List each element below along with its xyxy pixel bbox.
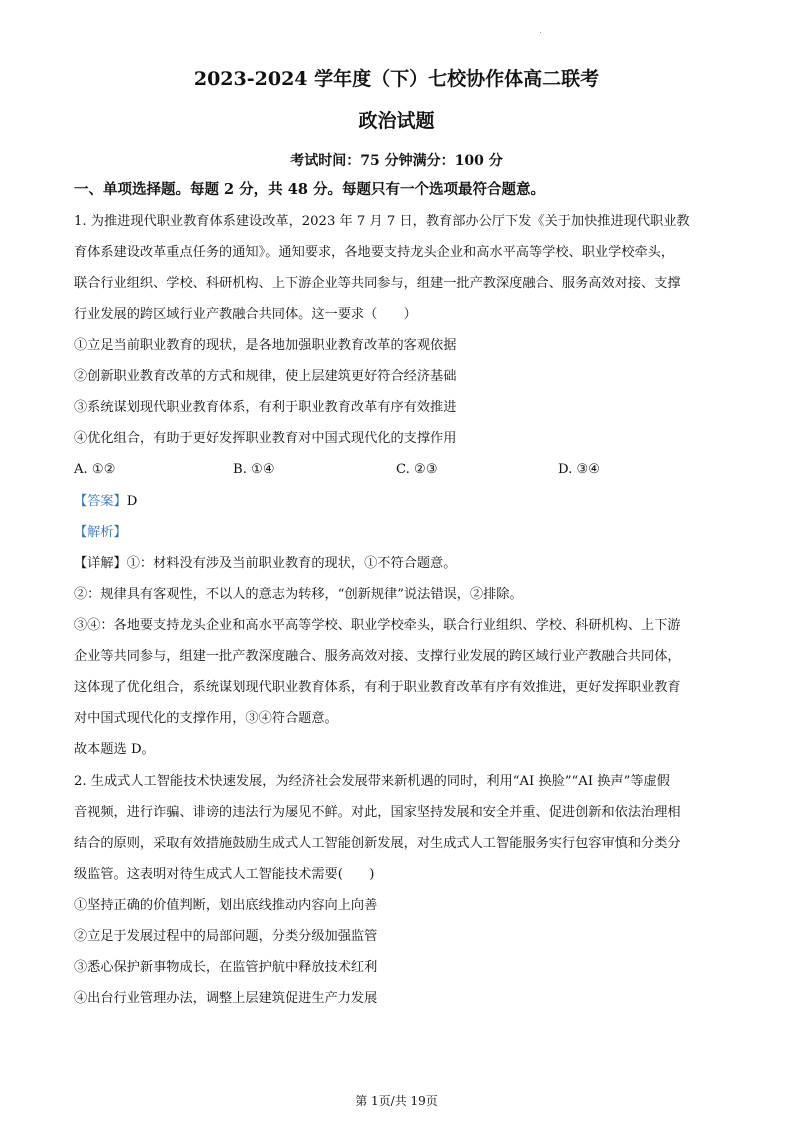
q1-option-a: A. ①②	[74, 462, 116, 477]
q1-option-b: B. ①④	[233, 462, 275, 477]
answer-value: D	[126, 494, 138, 509]
q1-stem-line: 1. 为推进现代职业教育体系建设改革，2023 年 7 月 7 日，教育部办公厅下发《关于加快推进现代职业教	[74, 214, 690, 229]
q1-detail-line: 【详解】①：材料没有涉及当前职业教育的现状，①不符合题意。	[74, 556, 457, 571]
q1-option-d: D. ③④	[558, 462, 601, 477]
q1-statement: ①立足当前职业教育的现状，是各地加强职业教育改革的客观依据	[74, 338, 457, 353]
answer-label: 【答案】	[74, 494, 127, 509]
q1-detail-line: 这体现了优化组合，系统谋划现代职业教育体系，有利于职业教育改革有序有效推进，更好发挥职业教育	[74, 680, 681, 695]
subject-title: 政治试题	[358, 110, 435, 132]
q2-statement: ②立足于发展过程中的局部问题，分类分级加强监管	[74, 929, 378, 944]
q2-statement: ③悉心保护新事物成长，在监管护航中释放技术红利	[74, 960, 378, 975]
q1-detail-line: 对中国式现代化的支撑作用，③④符合题意。	[74, 711, 338, 726]
section-heading: 一、单项选择题。每题 2 分，共 48 分。每题只有一个选项最符合题意。	[74, 181, 545, 198]
q1-statement: ③系统谋划现代职业教育体系，有利于职业教育改革有序有效推进	[74, 400, 457, 415]
q1-stem-line: 行业发展的跨区域行业产教融合共同体。这一要求（ ）	[74, 307, 417, 322]
exam-info: 考试时间：75 分钟满分：100 分	[290, 153, 503, 169]
q2-stem-line: 级监管。这表明对待生成式人工智能技术需要( )	[74, 867, 375, 882]
q1-detail-line: 企业等共同参与，组建一批产教深度融合、服务高效对接、支撑行业发展的跨区域行业产教融合共同体，	[74, 649, 681, 664]
q2-stem-line: 结合的原则，采取有效措施鼓励生成式人工智能创新发展，对生成式人工智能服务实行包容审慎和分类分	[74, 836, 681, 851]
q1-statement: ②创新职业教育改革的方式和规律，使上层建筑更好符合经济基础	[74, 369, 457, 384]
q2-statement: ④出台行业管理办法，调整上层建筑促进生产力发展	[74, 991, 378, 1006]
q2-statement: ①坚持正确的价值判断，划出底线推动内容向上向善	[74, 898, 378, 913]
q1-option-c: C. ②③	[396, 462, 438, 477]
q1-statement: ④优化组合，有助于更好发挥职业教育对中国式现代化的支撑作用	[74, 431, 457, 446]
q1-answer	[74, 493, 137, 511]
q1-detail-line: ③④：各地要支持龙头企业和高水平高等学校、职业学校牵头，联合行业组织、学校、科研机构、上下游	[74, 618, 681, 633]
q1-detail-line: 故本题选 D。	[74, 742, 155, 757]
q2-stem-line: 音视频，进行诈骗、诽谤的违法行为屡见不鲜。对此，国家坚持发展和安全并重、促进创新和依法治理相	[74, 805, 681, 820]
q1-stem-line: 联合行业组织、学校、科研机构、上下游企业等共同参与，组建一批产教深度融合、服务高效对接、支撑	[74, 276, 681, 291]
analysis-label: 【解析】	[74, 525, 127, 540]
q1-stem-line: 育体系建设改革重点任务的通知》。通知要求，各地要支持龙头企业和高水平高等学校、职业学校牵头，	[74, 245, 675, 260]
q2-stem-line: 2. 生成式人工智能技术快速发展，为经济社会发展带来新机遇的同时，利用“AI 换脸”“AI 换声”等虚假	[74, 774, 670, 789]
q1-detail-line: ②：规律具有客观性，不以人的意志为转移，“创新规律”说法错误，②排除。	[74, 587, 523, 602]
page-number: 第 1页/共 19页	[355, 1094, 438, 1108]
scan-dot	[540, 32, 541, 33]
exam-title: 2023-2024 学年度（下）七校协作体高二联考	[193, 68, 600, 90]
